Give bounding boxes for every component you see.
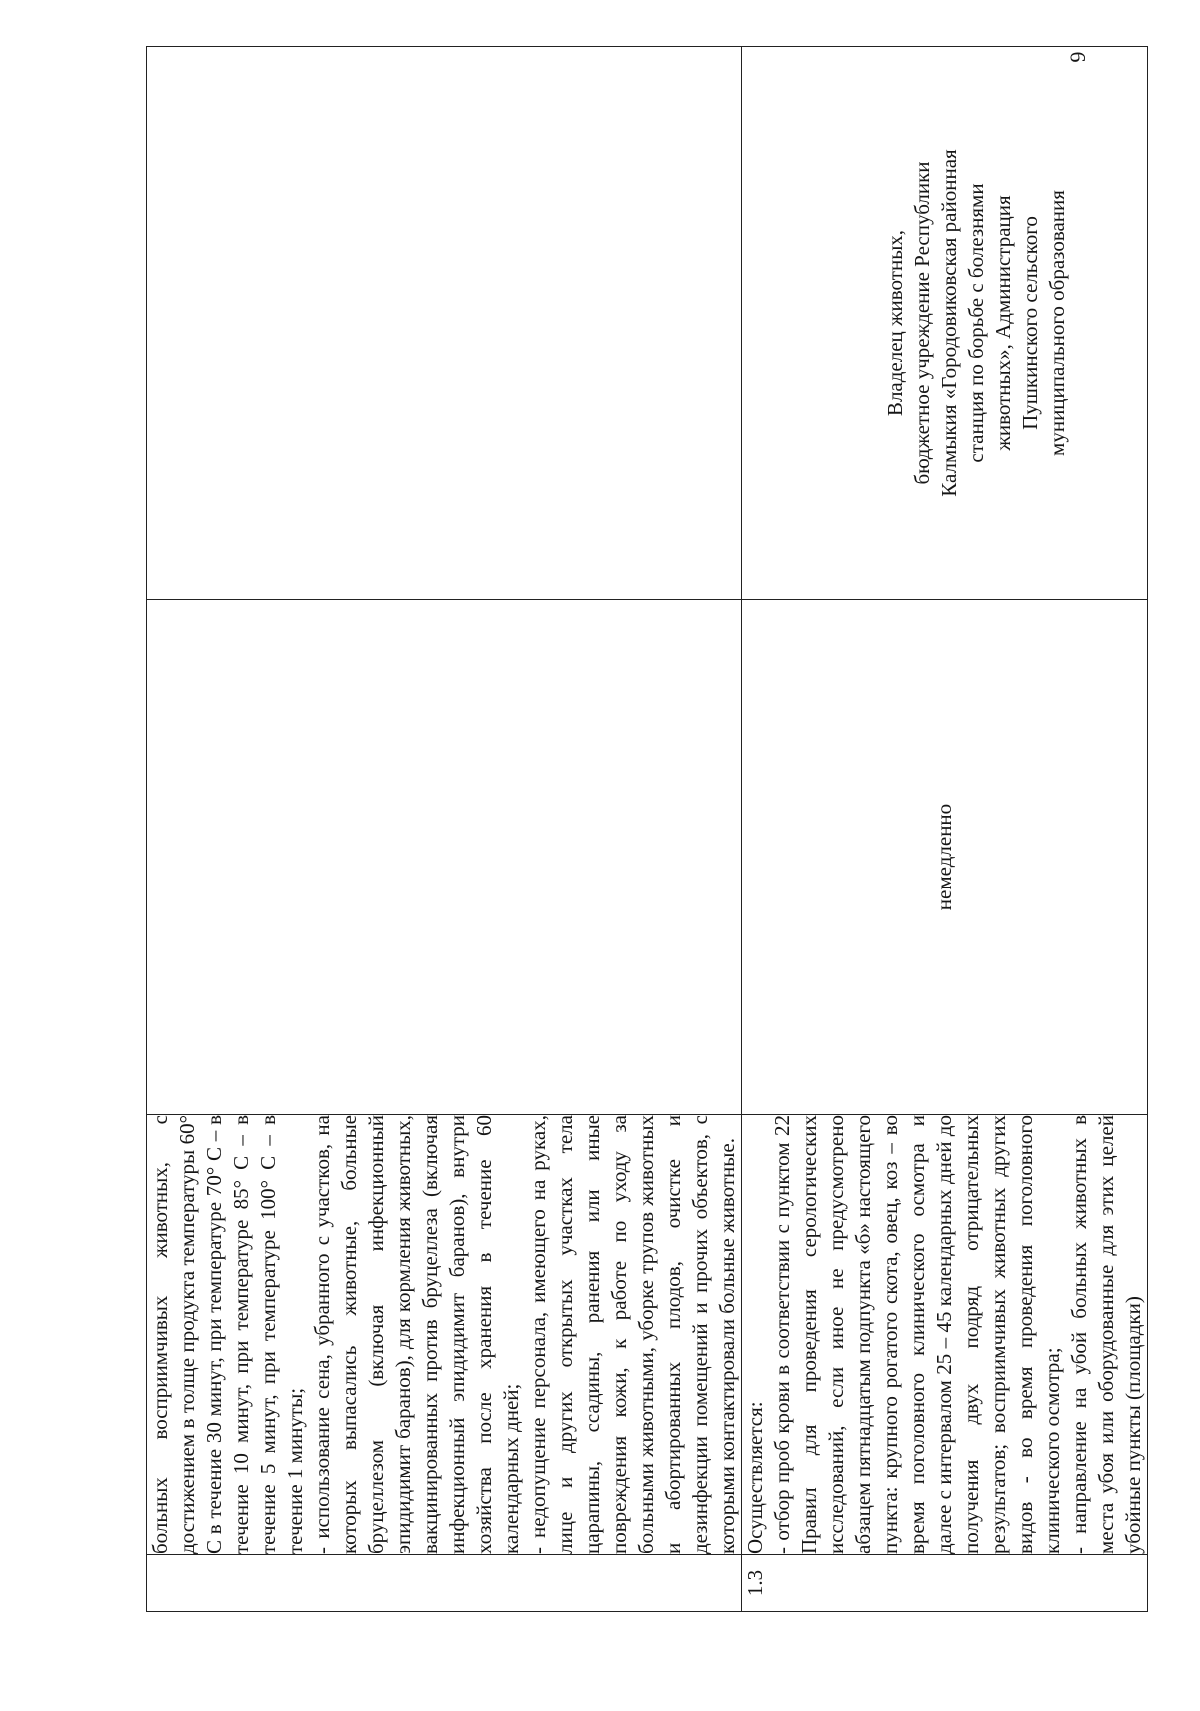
cell-deadline: немедленно xyxy=(742,600,1148,1115)
cell-number: 1.3 xyxy=(742,1555,1148,1612)
page-number: 6 xyxy=(1065,51,1091,63)
responsible-line: Пушкинского сельского xyxy=(1018,216,1042,430)
cell-number-empty xyxy=(147,1555,742,1612)
cell-deadline-empty xyxy=(147,600,742,1115)
cell-responsible-empty xyxy=(147,47,742,600)
responsible-line: муниципального образования xyxy=(1045,190,1069,456)
table-row-continued xyxy=(147,47,742,1612)
measure-paragraph: больных восприимчивых животных, с достижением в толще продукта температуры 60° С в течение 30 минут, при температуре 70° С – в течение 10 минут, при температуре 85° С – в течение 5 минут, при температуре 100° С – в течение 1 минуты; xyxy=(148,1115,307,1554)
measure-paragraph: - направление на убой больных животных в места убоя или оборудованные для этих целей убойные пункты (площадки) xyxy=(1067,1115,1145,1554)
cell-measure-text xyxy=(147,1115,742,1555)
measure-paragraph: - недопущение персонала, имеющего на руках, лице и других открытых участках тела царапины, ссадины, ранения или иные повреждения кожи, к работе по уходу за больными животными, уборке трупов животных и абортированных плодов, очистке и дезинфекции помещений и прочих объектов, с которыми контактировали больные животные. xyxy=(526,1115,739,1554)
rotated-page-content xyxy=(146,47,1145,1612)
measure-paragraph: Осуществляется: xyxy=(743,1401,767,1554)
responsible-line: бюджетное учреждение Республики xyxy=(910,161,934,485)
responsible-line: Владелец животных, xyxy=(883,229,907,417)
measures-table xyxy=(146,46,1148,1612)
cell-measure-text xyxy=(742,1115,1148,1555)
measure-paragraph: - отбор проб крови в соответствии с пунктом 22 Правил для проведения серологических исследований, если иное не предусмотрено абзацем пятнадцатым подпункта «б» настоящего пункта: крупного рогатого скота, овец, коз – во время поголовного клинического осмотра и далее с интервалом 25 – 45 календарных дней до получения двух подряд отрицательных результатов; восприимчивых животных других видов - во время проведения поголовного клинического осмотра; xyxy=(770,1115,1064,1554)
table-row-1-3 xyxy=(742,47,1148,1612)
responsible-line: станция по борьбе с болезнями xyxy=(964,183,988,463)
responsible-line: Калмыкия «Городовиковская районная xyxy=(937,149,961,497)
measure-paragraph: - использование сена, убранного с участков, на которых выпасались животные, больные бруцеллезом (включая инфекционный эпидидимит баранов), для кормления животных, вакцинированных против бруцеллеза (включая инфекционный эпидидимит баранов), внутри хозяйства после хранения в течение 60 календарных дней; xyxy=(310,1115,523,1554)
responsible-line: животных», Администрация xyxy=(991,195,1015,451)
cell-responsible xyxy=(742,47,1148,600)
